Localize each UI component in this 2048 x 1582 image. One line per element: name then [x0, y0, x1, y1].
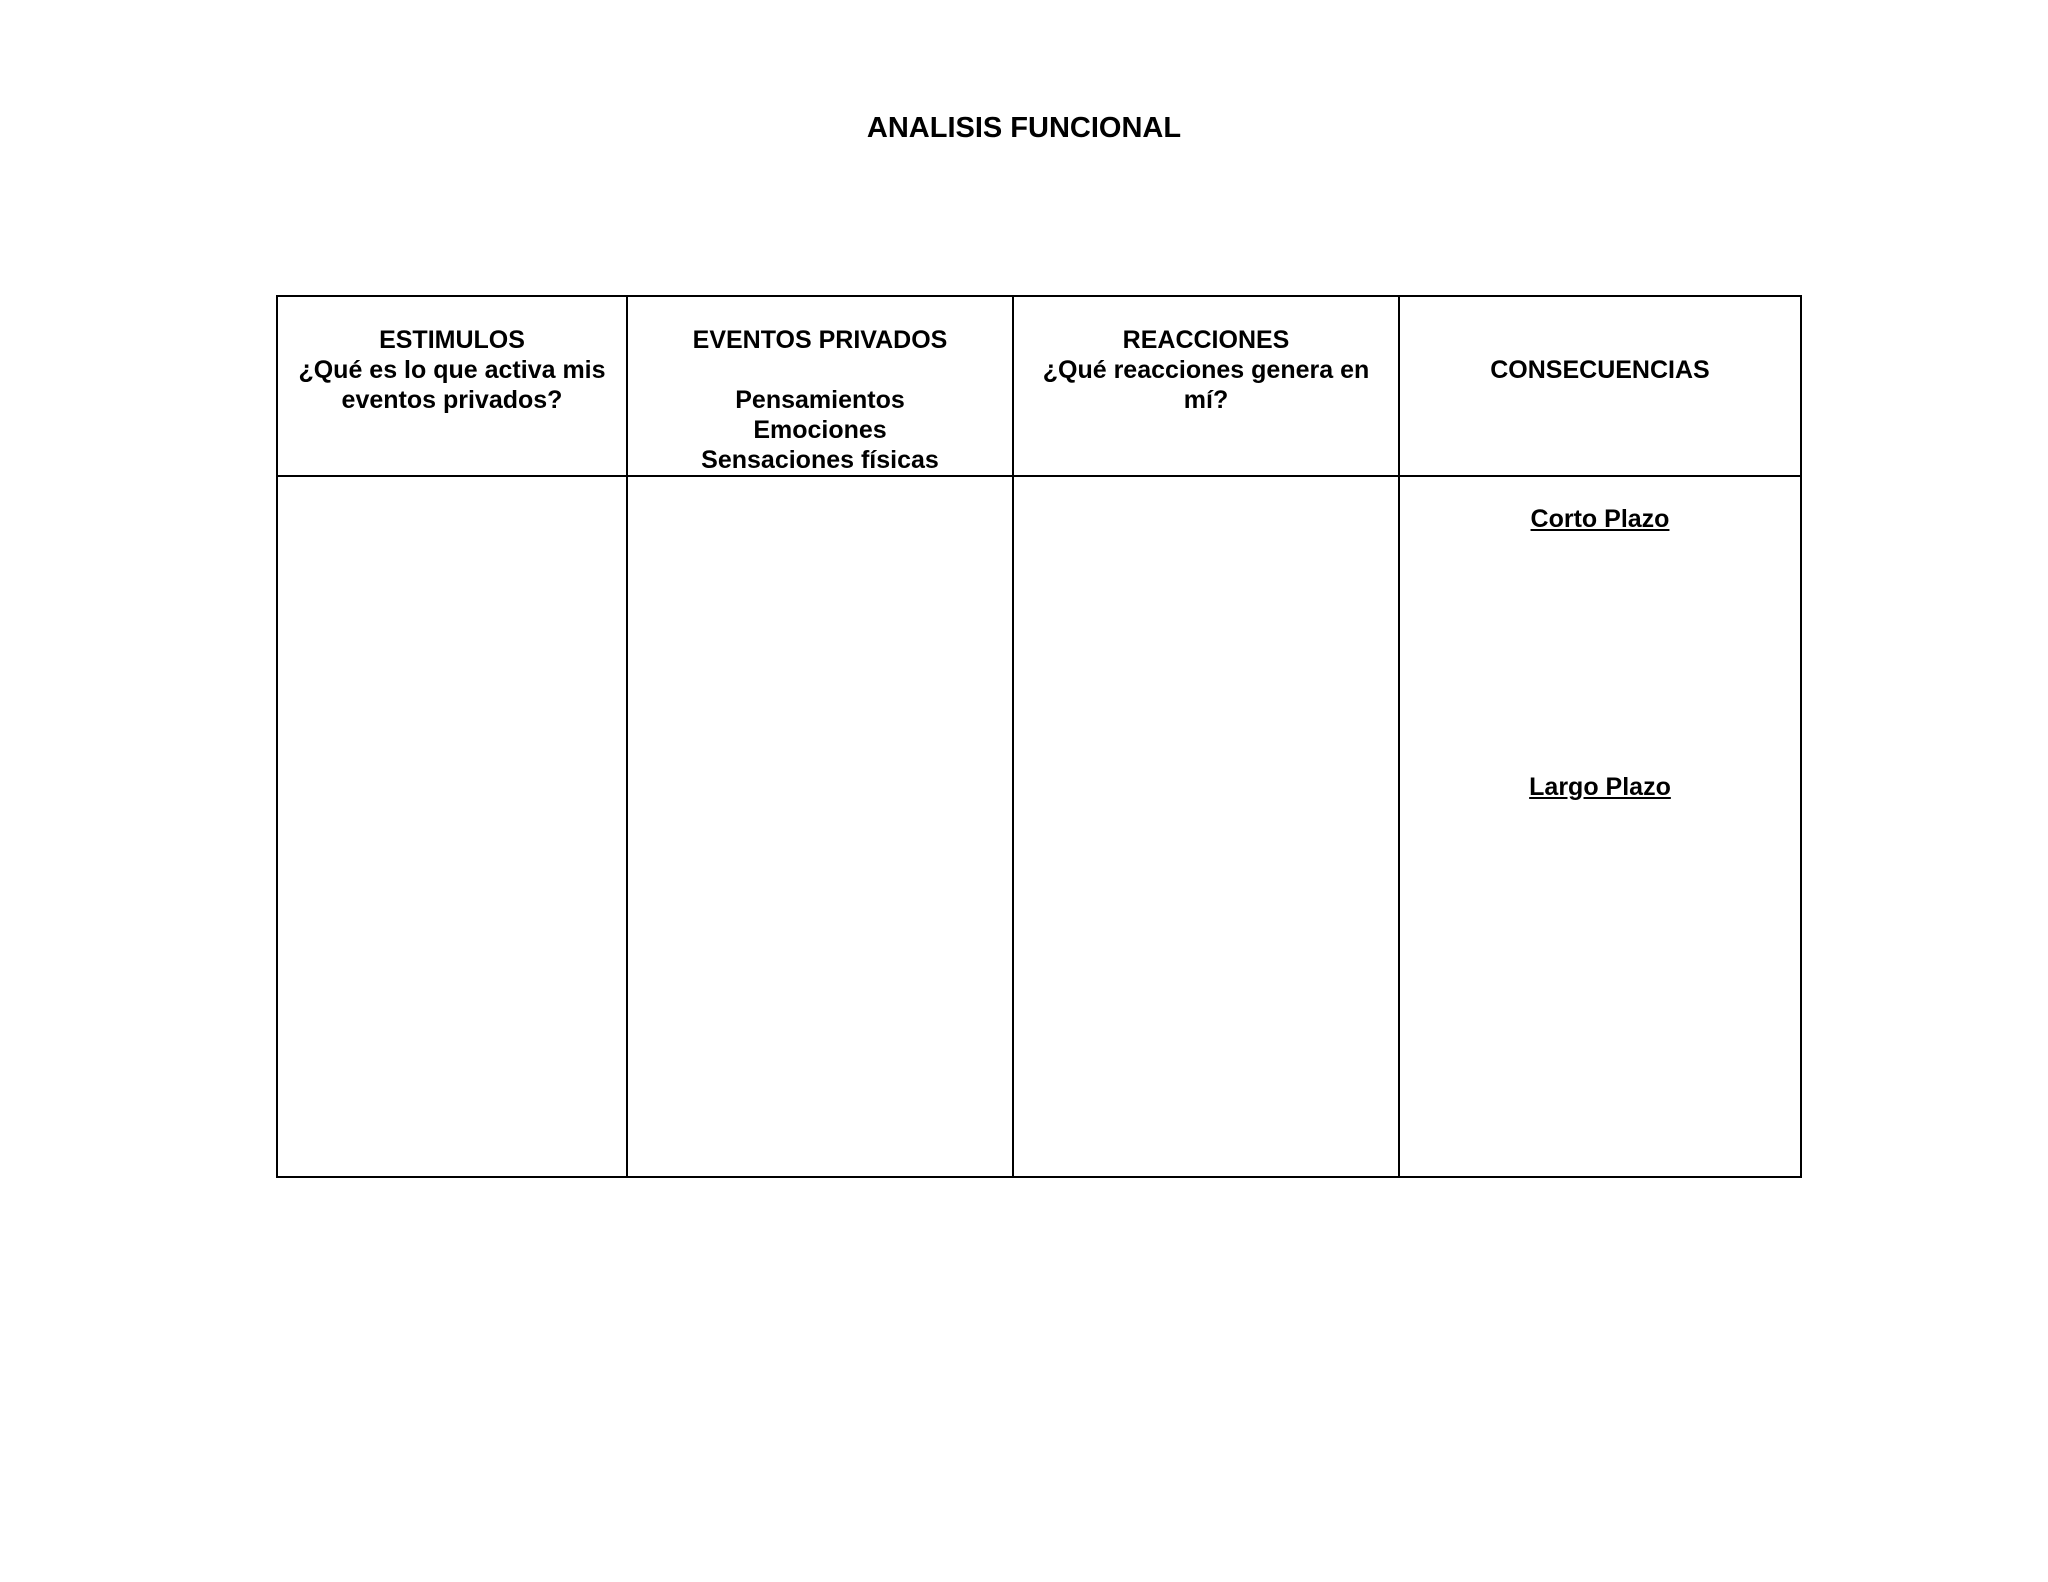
header-consecuencias	[1399, 296, 1801, 476]
corto-plazo-label: Corto Plazo	[1530, 505, 1670, 533]
eventos-item-sensaciones: Sensaciones físicas	[701, 446, 939, 474]
eventos-item-emociones: Emociones	[753, 416, 887, 444]
functional-analysis-table	[276, 295, 1802, 1178]
cell-consecuencias-entry[interactable]	[1399, 476, 1801, 1177]
estimulos-question-line-2: eventos privados?	[341, 386, 563, 414]
consecuencias-heading: CONSECUENCIAS	[1490, 356, 1710, 384]
cell-eventos-privados-entry[interactable]	[627, 476, 1013, 1177]
header-reacciones	[1013, 296, 1399, 476]
header-estimulos	[277, 296, 627, 476]
eventos-privados-heading: EVENTOS PRIVADOS	[692, 326, 948, 354]
table-body-row	[277, 476, 1801, 1177]
cell-estimulos-entry[interactable]	[277, 476, 627, 1177]
page-title: ANALISIS FUNCIONAL	[866, 112, 1182, 144]
largo-plazo-label: Largo Plazo	[1529, 773, 1671, 801]
cell-reacciones-entry[interactable]	[1013, 476, 1399, 1177]
table-header-row	[277, 296, 1801, 476]
eventos-item-pensamientos: Pensamientos	[735, 386, 905, 414]
reacciones-heading: REACCIONES	[1122, 326, 1290, 354]
reacciones-question-line-2: mí?	[1183, 386, 1229, 414]
reacciones-question-line-1: ¿Qué reacciones genera en	[1042, 356, 1370, 384]
header-eventos-privados	[627, 296, 1013, 476]
estimulos-question-line-1: ¿Qué es lo que activa mis	[298, 356, 606, 384]
estimulos-heading: ESTIMULOS	[379, 326, 525, 354]
